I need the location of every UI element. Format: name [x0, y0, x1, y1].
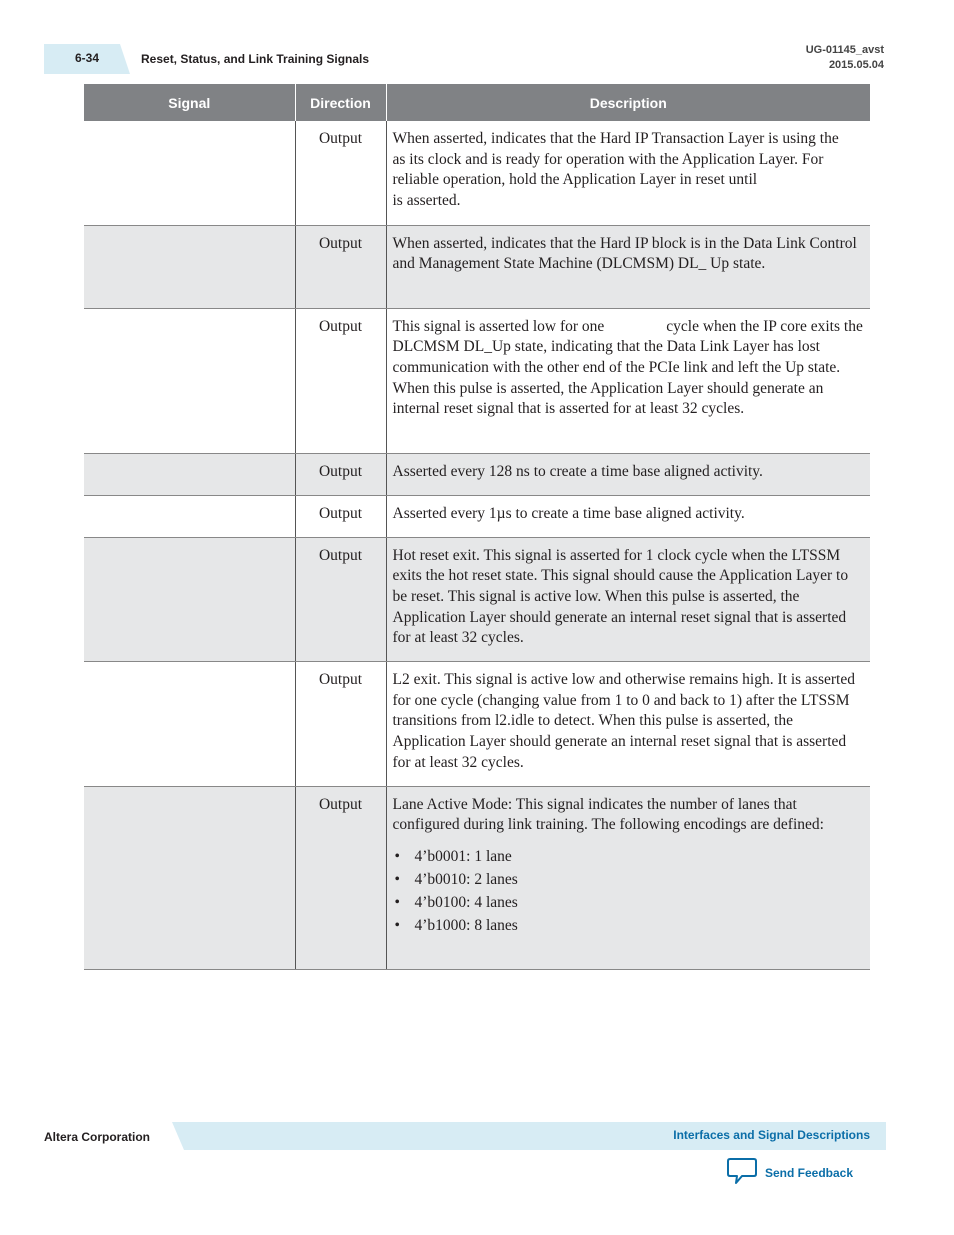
page-number: 6-34: [75, 51, 100, 65]
description-text: This signal is asserted low for one cycle when the IP core exits the DLCMSM DL_Up state, indicating that the Data Link Layer has lost communication with the other end of the PCIe link and left the Up state. When this pulse is asserted, the Application Layer should generate an internal reset signal that is asserted for at least 32 cycles.: [392, 317, 867, 418]
description-cell: [386, 786, 870, 969]
table-row: [84, 662, 870, 787]
document-date: 2015.05.04: [828, 59, 884, 71]
column-header-direction: Direction: [295, 84, 386, 121]
direction-cell: Output: [295, 308, 386, 453]
description-text: L2 exit. This signal is active low and otherwise remains high. It is asserted for one cycle (changing value from 1 to 0 and back to 1) after the LTSSM transitions from l2.idle to detect. When this pulse is asserted, the Application Layer should generate an internal reset signal that is asserted for at least 32 cycles.: [392, 671, 859, 771]
description-text: Asserted every 128 ns to create a time base aligned activity.: [392, 462, 763, 480]
encoding-list-item: • 4’b0010: 2 lanes: [393, 868, 865, 891]
send-feedback-button[interactable]: [727, 1158, 853, 1188]
section-title: Reset, Status, and Link Training Signals: [141, 52, 370, 66]
signal-cell: [84, 662, 295, 787]
table-header-row: [84, 84, 870, 121]
description-text: Hot reset exit. This signal is asserted for 1 clock cycle when the LTSSM exits the hot reset state. This signal should cause the Application Layer to be reset. This signal is active low. When this pulse is asserted, the Application Layer should generate an internal reset signal that is asserted for at least 32 cycles.: [392, 546, 852, 647]
description-text: When asserted, indicates that the Hard IP Transaction Layer is using the as its clock and is ready for operation with the Application Layer. For reliable operation, hold the Application Layer in reset until is asserted.: [392, 130, 897, 210]
description-cell: [386, 225, 870, 308]
signal-cell: [84, 453, 295, 495]
signal-cell: [84, 308, 295, 453]
table-row: [84, 121, 870, 225]
column-header-description: Description: [386, 84, 870, 121]
encoding-list-item: • 4’b0100: 4 lanes: [393, 891, 865, 914]
direction-cell: Output: [295, 662, 386, 787]
speech-bubble-icon: [727, 1157, 757, 1190]
table-body: [84, 121, 897, 969]
description-cell: [386, 537, 870, 662]
send-feedback-label: Send Feedback: [765, 1166, 854, 1180]
table-row: [84, 225, 870, 308]
table-row: [84, 786, 870, 969]
signal-table: [84, 84, 897, 970]
signal-cell: [84, 786, 295, 969]
description-cell: [386, 662, 870, 787]
description-cell: [386, 453, 870, 495]
table-row: [84, 308, 870, 453]
document-meta: [806, 43, 884, 73]
company-name: Altera Corporation: [44, 1130, 151, 1144]
encoding-list: [393, 845, 865, 937]
signal-cell: [84, 537, 295, 662]
description-text: When asserted, indicates that the Hard IP block is in the Data Link Control and Management State Machine (DLCMSM) DL_ Up state.: [392, 234, 861, 273]
table-row: [84, 453, 870, 495]
chapter-link[interactable]: Interfaces and Signal Descriptions: [673, 1128, 870, 1142]
description-cell: [386, 495, 870, 537]
direction-cell: Output: [295, 786, 386, 969]
direction-cell: Output: [295, 225, 386, 308]
encoding-list-item: • 4’b1000: 8 lanes: [393, 914, 865, 937]
encoding-list-item: • 4’b0001: 1 lane: [393, 845, 865, 868]
direction-cell: Output: [295, 121, 386, 225]
document-id: UG-01145_avst: [805, 44, 884, 56]
description-text: Lane Active Mode: This signal indicates the number of lanes that configured during link training. The following encodings are defined:: [392, 795, 824, 834]
column-header-signal: Signal: [84, 84, 295, 121]
signal-cell: [84, 121, 295, 225]
direction-cell: Output: [295, 537, 386, 662]
description-text: Asserted every 1µs to create a time base aligned activity.: [392, 504, 745, 522]
signal-cell: [84, 495, 295, 537]
description-cell: [386, 121, 897, 225]
table-row: [84, 537, 870, 662]
direction-cell: Output: [295, 453, 386, 495]
table-row: [84, 495, 870, 537]
description-cell: [386, 308, 870, 453]
signal-cell: [84, 225, 295, 308]
direction-cell: Output: [295, 495, 386, 537]
